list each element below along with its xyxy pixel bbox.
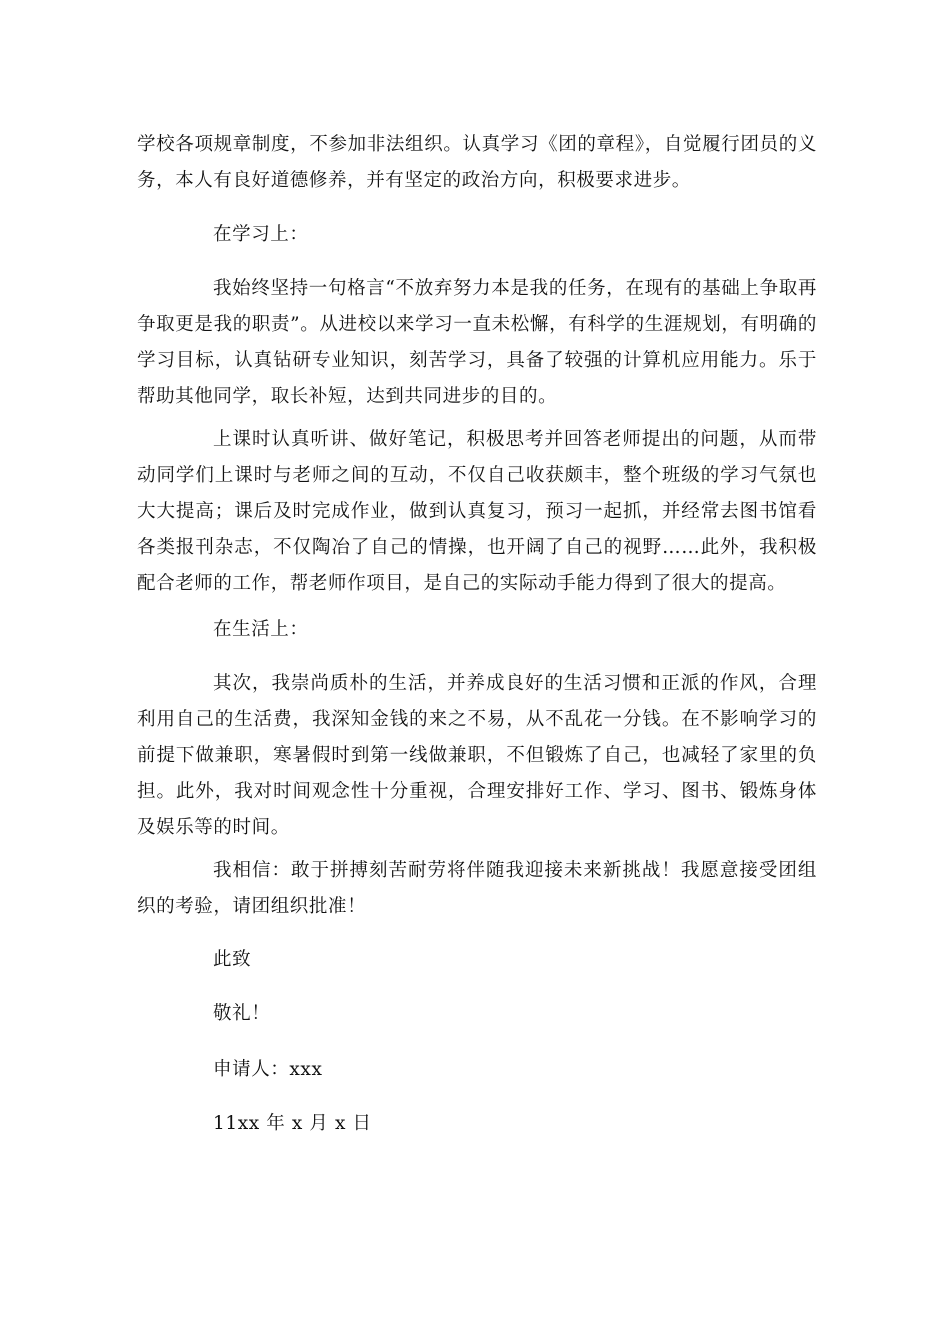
closing-salutation: 此致 — [213, 949, 252, 970]
paragraph-life: 其次，我崇尚质朴的生活，并养成良好的生活习惯和正派的作风，合理利用自己的生活费，我深知金钱的来之不易，从不乱花一分钱。在不影响学习的前提下做兼职，寒暑假时到第一线做兼职，不但锻炼了自己，也减轻了家里的负担。此外，我对时间观念性十分重视，合理安排好工作、学习、图书、锻炼身体及娱乐等的时间。 — [137, 673, 817, 838]
paragraph-study-motto: 我始终坚持一句格言“不放弃努力本是我的任务，在现有的基础上争取再争取更是我的职责”。从进校以来学习一直未松懈，有科学的生涯规划，有明确的学习目标，认真钻研专业知识，刻苦学习，具备了较强的计算机应用能力。乐于帮助其他同学，取长补短，达到共同进步的目的。 — [137, 278, 817, 407]
application-date: 11xx 年 x 月 x 日 — [213, 1113, 372, 1134]
section-heading-life: 在生活上： — [213, 619, 309, 640]
paragraph-intro-continued: 学校各项规章制度，不参加非法组织。认真学习《团的章程》，自觉履行团员的义务，本人有良好道德修养，并有坚定的政治方向，积极要求进步。 — [137, 134, 817, 191]
paragraph-study-class: 上课时认真听讲、做好笔记，积极思考并回答老师提出的问题，从而带动同学们上课时与老师之间的互动，不仅自己收获颇丰，整个班级的学习气氛也大大提高；课后及时完成作业，做到认真复习，预习一起抓，并经常去图书馆看各类报刊杂志，不仅陶冶了自己的情操，也开阔了自己的视野……此外，我积极配合老师的工作，帮老师作项目，是自己的实际动手能力得到了很大的提高。 — [137, 429, 817, 594]
paragraph-conclusion: 我相信：敢于拼搏刻苦耐劳将伴随我迎接未来新挑战！我愿意接受团组织的考验，请团组织批准！ — [137, 860, 817, 917]
section-heading-study: 在学习上： — [213, 224, 309, 245]
closing-respect: 敬礼！ — [213, 1003, 271, 1024]
applicant-signature: 申请人：xxx — [213, 1059, 323, 1080]
